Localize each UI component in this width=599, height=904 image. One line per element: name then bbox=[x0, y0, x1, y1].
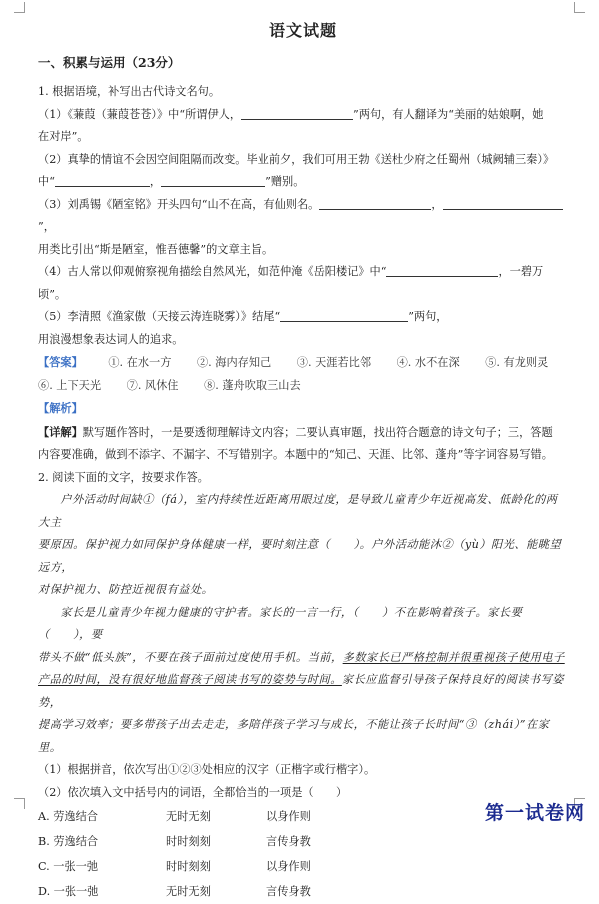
answer-blank bbox=[319, 196, 431, 210]
option-c: C. 一张一弛 时时刻刻 以身作则 bbox=[38, 860, 311, 873]
analysis-detail-cont: 内容要准确，做到不添字、不漏字、不写错别字。本题中的“知己、天涯、比邻、蓬舟”等字词容易写错。 bbox=[38, 448, 553, 461]
answer-item: ⑤. 有龙则灵 bbox=[485, 356, 549, 369]
crop-mark-top-right bbox=[574, 2, 585, 13]
analysis-detail: 【详解】默写题作答时，一是要透彻理解诗文内容；二要认真审题，找出符合题意的诗文句子；三，答题 bbox=[38, 424, 553, 439]
question-1-item-2: （2）真挚的情谊不会因空间阻隔而改变。毕业前夕，我们可用王勃《送杜少府之任蜀州（城阙辅三秦）》 bbox=[38, 152, 555, 166]
question-1-item-1: （1）《蒹葭（蒹葭苍苍）》中“所谓伊人， ”两句，有人翻译为“美丽的姑娘啊，她 bbox=[38, 107, 544, 121]
answer-blank bbox=[161, 173, 265, 187]
crop-mark-top-left bbox=[14, 2, 25, 13]
underlined-sentence: 多数家长已严格控制并很重视孩子使用电子 bbox=[342, 650, 565, 664]
answer-blank bbox=[443, 196, 563, 210]
question-1-item-3: （3）刘禹锡《陋室铭》开头四句“山不在高，有仙则名。 ，”， bbox=[38, 194, 568, 239]
option-d: D. 一张一弛 无时无刻 言传身教 bbox=[38, 885, 311, 898]
answer-tag: 【答案】 bbox=[38, 355, 83, 369]
answer-item: ③. 天涯若比邻 bbox=[296, 356, 372, 369]
question-1-item-1-cont: 在对岸”。 bbox=[38, 130, 89, 143]
answer-blank bbox=[241, 106, 353, 120]
answer-blank bbox=[386, 263, 498, 277]
sub-question-2: （2）依次填入文中括号内的词语，全都恰当的一项是（ ） bbox=[38, 785, 348, 799]
answer-blank bbox=[280, 308, 408, 322]
crop-mark-bottom-left bbox=[14, 798, 25, 809]
section-heading: 一、积累与运用（23分） bbox=[38, 55, 181, 70]
site-logo: 第一试卷网 bbox=[484, 802, 585, 824]
option-a: A. 劳逸结合 无时无刻 以身作则 bbox=[38, 810, 311, 823]
question-1-item-3-cont: 用类比引出“斯是陋室，惟吾德馨”的文章主旨。 bbox=[38, 242, 274, 256]
question-1-stem: 1. 根据语境，补写出古代诗文名句。 bbox=[38, 85, 221, 98]
analysis-tag: 【解析】 bbox=[38, 401, 83, 415]
answer-item: ④. 水不在深 bbox=[396, 356, 460, 369]
passage-paragraph-1: 户外活动时间缺①（fá），室内持续性近距离用眼过度，是导致儿童青少年近视高发、低龄化的两大主 bbox=[38, 493, 558, 529]
answer-line-2 bbox=[38, 375, 568, 398]
passage-paragraph-1-cont: 要原因。保护视力如同保护身体健康一样，要时刻注意（ ）。户外活动能沐②（yù）阳光、能眺望远方， bbox=[38, 538, 562, 574]
answer-item: ⑥. 上下天光 bbox=[38, 378, 102, 392]
question-2-stem: 2. 阅读下面的文字，按要求作答。 bbox=[38, 470, 209, 484]
passage-paragraph-2-cont2: 产品的时间，没有很好地监督孩子阅读书写的姿势与时间。家长应监督引导孩子保持良好的阅读书写姿势， bbox=[38, 673, 564, 709]
passage-paragraph-2-cont: 带头不做“低头族”，不要在孩子面前过度使用手机。当前，多数家长已严格控制并很重视孩子使用电子 bbox=[38, 650, 565, 664]
passage-paragraph-1-end: 对保护视力、防控近视很有益处。 bbox=[38, 583, 214, 596]
question-1-item-5: （5）李清照《渔家傲（天接云涛连晓雾）》结尾“ ”两句， bbox=[38, 310, 448, 323]
option-b: B. 劳逸结合 时时刻刻 言传身教 bbox=[38, 835, 311, 848]
answer-item: ⑦. 风休住 bbox=[126, 378, 179, 392]
answer-item: ⑧. 蓬舟吹取三山去 bbox=[204, 378, 301, 392]
answer-blank bbox=[55, 173, 150, 187]
exam-page bbox=[38, 18, 568, 904]
page-title: 语文试题 bbox=[268, 21, 337, 40]
sub-question-1: （1）根据拼音，依次写出①②③处相应的汉字（正楷字或行楷字）。 bbox=[38, 763, 376, 776]
answer-item: ①. 在水一方 bbox=[108, 356, 172, 369]
question-1-item-5-cont: 用浪漫想象表达词人的追求。 bbox=[38, 332, 184, 346]
question-1-item-2-cont: 中“ ， ”赠别。 bbox=[38, 175, 305, 188]
answer-line bbox=[38, 351, 568, 375]
passage-paragraph-2: 家长是儿童青少年视力健康的守护者。家长的一言一行，（ ）不在影响着孩子。家长要（ ），要 bbox=[38, 605, 523, 641]
passage-paragraph-2-end: 提高学习效率；要多带孩子出去走走，多陪伴孩子学习与成长，不能让孩子长时间“③（zhái）”在家里。 bbox=[38, 718, 550, 754]
answer-item: ②. 海内存知己 bbox=[196, 356, 272, 369]
underlined-sentence: 产品的时间，没有很好地监督孩子阅读书写的姿势与时间。 bbox=[38, 673, 342, 686]
question-1-item-4: （4）古人常以仰观俯察视角描绘自然风光，如范仲淹《岳阳楼记》中“ ，一碧万顷”。 bbox=[38, 265, 544, 301]
